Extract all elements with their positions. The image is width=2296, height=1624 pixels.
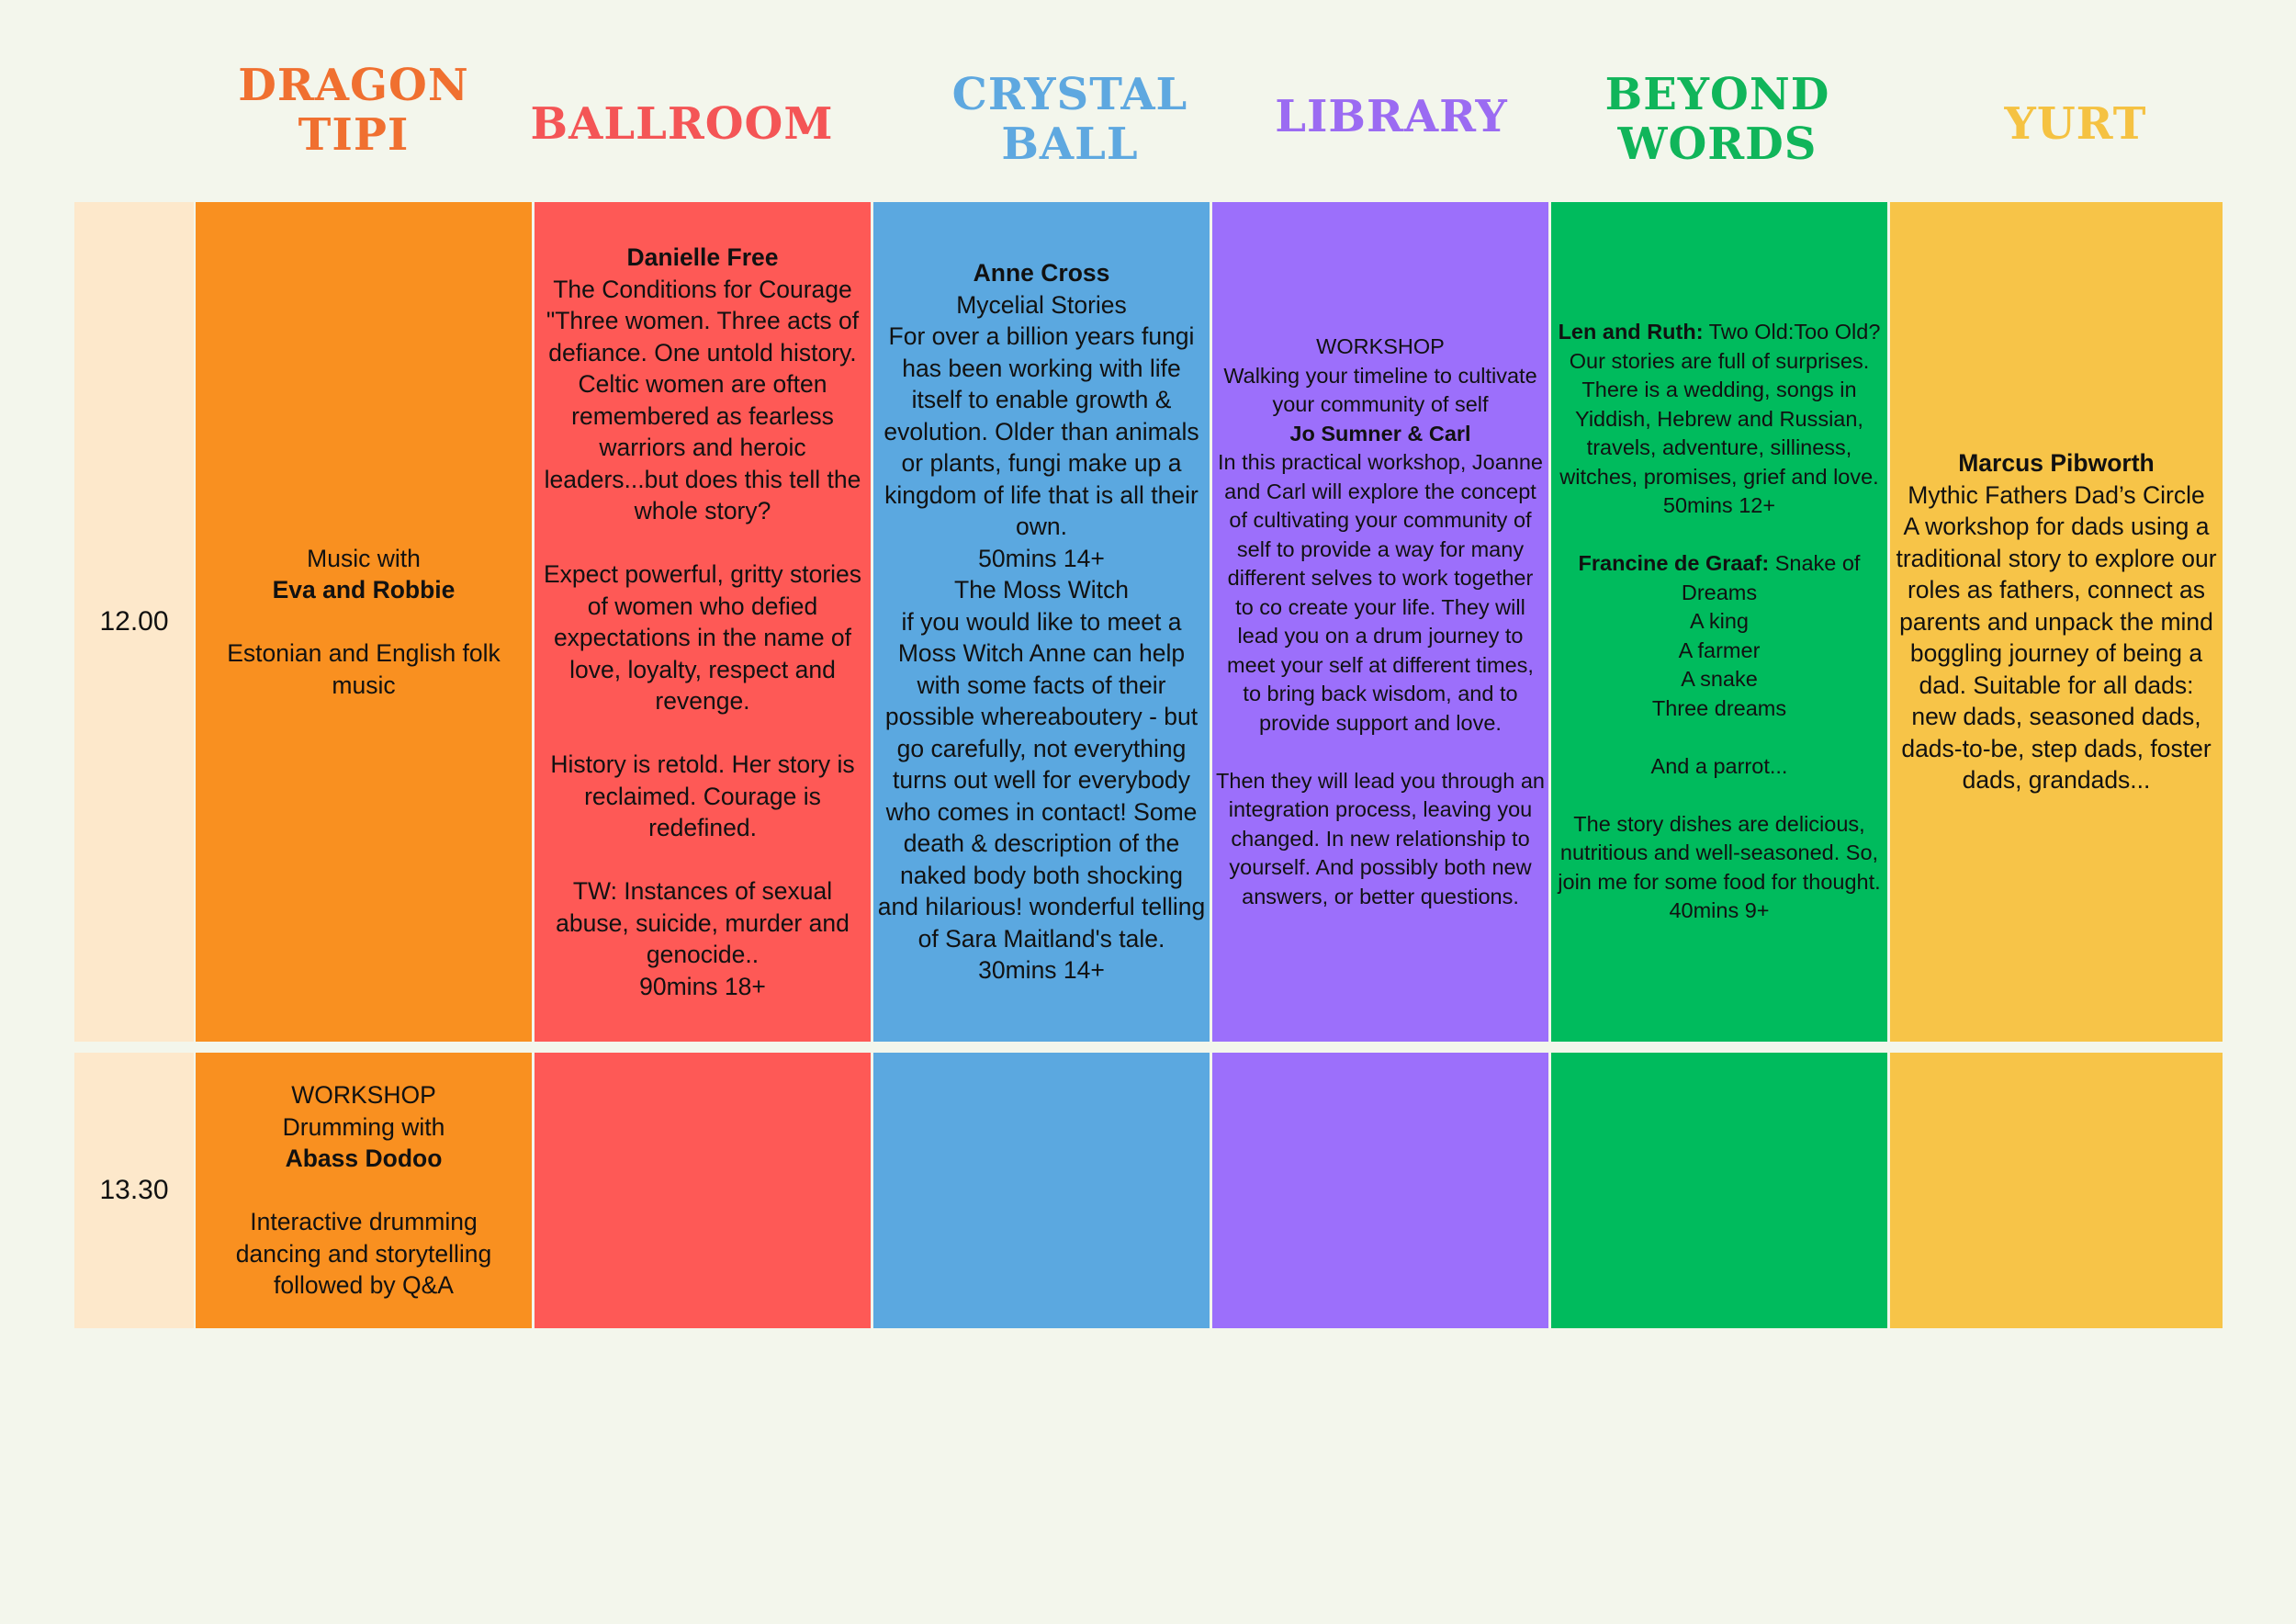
crystal-1200-title: Mycelial Stories xyxy=(956,290,1127,319)
yurt-1200-performer: Marcus Pibworth xyxy=(1958,449,2155,478)
ballroom-1200-duration: 90mins 18+ xyxy=(639,972,766,1000)
cell-beyond-1200 xyxy=(1551,202,1887,1042)
cell-yurt-1200 xyxy=(1890,202,2223,1042)
beyond-1200-lines: A king A farmer A snake Three dreams xyxy=(1651,609,1787,720)
library-1200-title: Walking your timeline to cultivate your community of self xyxy=(1223,363,1537,416)
cell-ballroom-1330 xyxy=(535,1053,871,1328)
venue-header-yurt: YURT xyxy=(2004,98,2147,150)
dragon-1200-intro: Music with xyxy=(307,544,421,572)
venue-crystal-line2: BALL xyxy=(1001,118,1139,170)
ballroom-1200-para2: Expect powerful, gritty stories of women who defied expectations in the name of love, loyalty, respect and revenge. xyxy=(543,560,862,715)
crystal-1200-title2: The Moss Witch xyxy=(954,576,1129,604)
venue-dragon-line1: DRAGON xyxy=(238,60,469,111)
dragon-1200-performer: Eva and Robbie xyxy=(272,576,456,604)
venue-dragon-line2: TIPI xyxy=(298,109,410,161)
time-slot-1330: 13.30 xyxy=(74,1053,194,1328)
dragon-1330-kind: WORKSHOP xyxy=(291,1081,436,1110)
dragon-1200-description: Estonian and English folk music xyxy=(227,639,501,699)
library-1200-performer: Jo Sumner & Carl xyxy=(1289,421,1471,445)
cell-beyond-1330 xyxy=(1551,1053,1887,1328)
library-1200-para2: Then they will lead you through an integration process, leaving you changed. In new relationship to yourself. And possibly both new answers, or better questions. xyxy=(1216,768,1545,908)
venue-beyond-line2: WORDS xyxy=(1617,118,1818,170)
beyond-1200-performer1: Len and Ruth: xyxy=(1558,320,1704,344)
cell-dragon-1200 xyxy=(196,202,532,1042)
beyond-1200-performer2: Francine de Graaf: xyxy=(1578,551,1770,576)
beyond-1200-title2: Snake of Dreams xyxy=(1681,551,1861,604)
time-slot-1200: 12.00 xyxy=(74,202,194,1042)
beyond-1200-para1: Our stories are full of surprises. There is a wedding, songs in Yiddish, Hebrew and Russian, travels, adventure, silliness, witches, promises, grief and love. 50mins 12+ xyxy=(1559,348,1879,518)
cell-ballroom-1200 xyxy=(535,202,871,1042)
beyond-1200-title1: Two Old:Too Old? xyxy=(1703,320,1881,344)
beyond-1200-duration: 40mins 9+ xyxy=(1669,898,1770,923)
crystal-1200-performer: Anne Cross xyxy=(973,259,1110,288)
dragon-1330-intro: Drumming with xyxy=(282,1112,445,1141)
ballroom-1200-title: The Conditions for Courage xyxy=(553,275,852,303)
dragon-1330-description: Interactive drumming dancing and storytelling followed by Q&A xyxy=(235,1208,492,1300)
venue-header-crystal-ball xyxy=(932,70,1208,169)
cell-dragon-1330 xyxy=(196,1053,532,1328)
cell-crystal-1330 xyxy=(873,1053,1210,1328)
ballroom-1200-trigger-warning: TW: Instances of sexual abuse, suicide, murder and genocide.. xyxy=(556,877,850,968)
cell-yurt-1330 xyxy=(1890,1053,2223,1328)
crystal-1200-para1: For over a billion years fungi has been working with life itself to enable growth & evolution. Older than animals or plants, fungi make up a kingdom of life that is all their own. xyxy=(884,322,1199,541)
venue-beyond-line1: BEYOND xyxy=(1604,69,1830,120)
beyond-1200-parrot: And a parrot... xyxy=(1650,753,1788,778)
library-1200-kind: WORKSHOP xyxy=(1316,334,1445,358)
cell-library-1200 xyxy=(1212,202,1548,1042)
venue-header-dragon-tipi xyxy=(220,61,487,160)
yurt-1200-title: Mythic Fathers Dad’s Circle xyxy=(1908,480,2205,509)
crystal-1200-duration2: 30mins 14+ xyxy=(978,956,1105,985)
cell-crystal-1200 xyxy=(873,202,1210,1042)
beyond-1200-para2: The story dishes are delicious, nutritious and well-seasoned. So, join me for some food for thought. xyxy=(1558,811,1881,894)
venue-crystal-line1: CRYSTAL xyxy=(951,69,1188,120)
ballroom-1200-performer: Danielle Free xyxy=(626,243,779,271)
ballroom-1200-para1: "Three women. Three acts of defiance. One untold history. Celtic women are often remembered as fearless warriors and heroic leaders...but does this tell the whole story? xyxy=(544,307,861,524)
venue-header-ballroom: BALLROOM xyxy=(530,98,834,150)
dragon-1330-performer: Abass Dodoo xyxy=(285,1145,443,1173)
crystal-1200-para2: if you would like to meet a Moss Witch Anne can help with some facts of their possible whereaboutery - but go carefully, not everything turns out well for everybody who comes in contact! Some death & description of the naked body both shocking and hilarious! wonderful telling of Sara Maitland's tale. xyxy=(877,607,1206,953)
ballroom-1200-para3: History is retold. Her story is reclaimed. Courage is redefined. xyxy=(550,750,855,841)
venue-header-library: LIBRARY xyxy=(1275,91,1508,142)
library-1200-para1: In this practical workshop, Joanne and Carl will explore the concept of cultivating your community of self to provide a way for many different selves to work together to co create your life. They will lead you on a drum journey to meet your self at different times, to bring back wisdom, and to provide support and love. xyxy=(1218,450,1543,735)
cell-library-1330 xyxy=(1212,1053,1548,1328)
yurt-1200-para1: A workshop for dads using a traditional story to explore our roles as fathers, connect as parents and unpack the mind boggling journey of being a dad. Suitable for all dads: new dads, seasoned dads, dads-to-be, step dads, foster dads, grandads... xyxy=(1896,513,2217,795)
crystal-1200-duration1: 50mins 14+ xyxy=(978,544,1105,572)
venue-header-beyond-words xyxy=(1589,70,1846,169)
